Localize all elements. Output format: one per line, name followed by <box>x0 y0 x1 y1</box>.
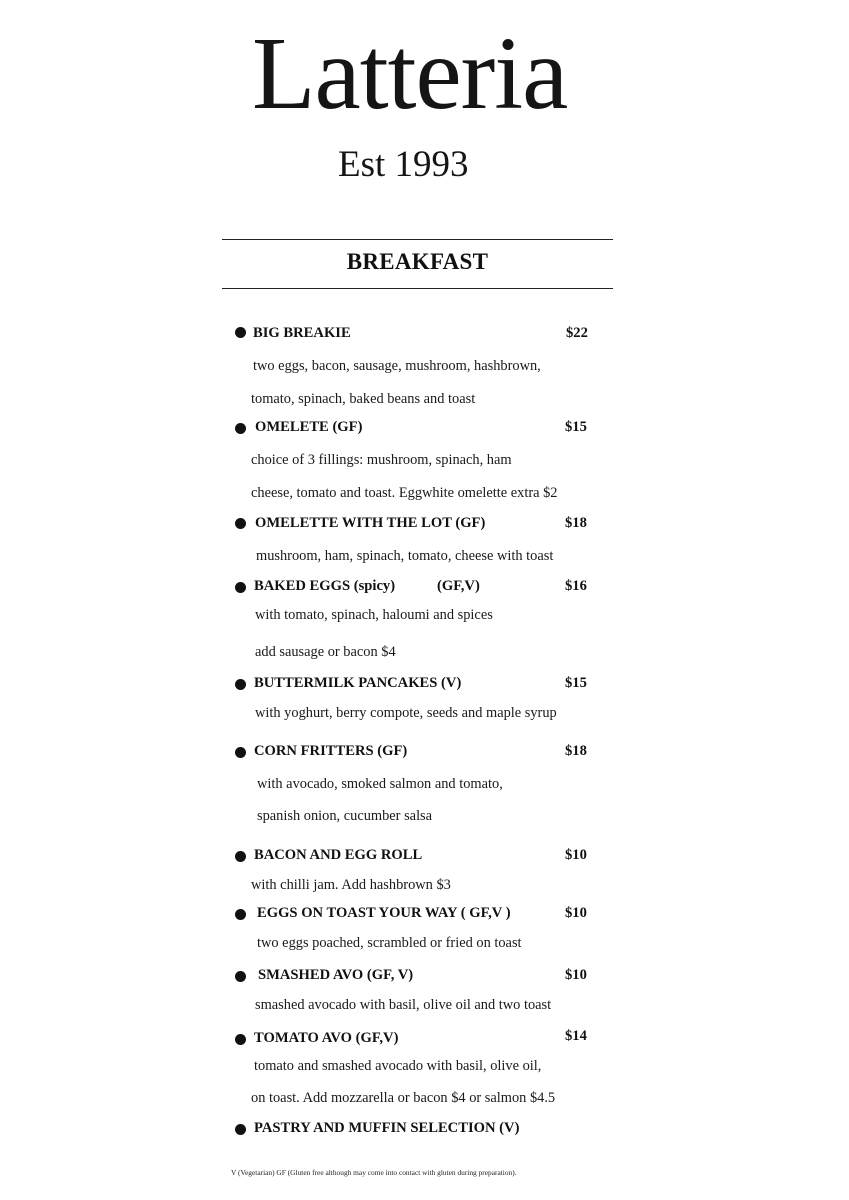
item-name: BACON AND EGG ROLL <box>254 847 423 863</box>
item-description: spanish onion, cucumber salsa <box>257 808 433 824</box>
item-name: OMELETE (GF) <box>255 419 363 435</box>
item-price: $10 <box>565 847 587 863</box>
item-name: TOMATO AVO (GF,V) <box>254 1030 399 1046</box>
item-name: SMASHED AVO (GF, V) <box>258 967 414 983</box>
item-description: add sausage or bacon $4 <box>255 644 396 660</box>
bullet-icon <box>235 1034 246 1045</box>
item-name: BAKED EGGS (spicy) <box>254 578 396 594</box>
item-description: choice of 3 fillings: mushroom, spinach, ham <box>251 452 512 468</box>
item-name: CORN FRITTERS (GF) <box>254 743 408 759</box>
bullet-icon <box>235 851 246 862</box>
bullet-icon <box>235 971 246 982</box>
item-description: mushroom, ham, spinach, tomato, cheese with toast <box>256 548 554 564</box>
item-description: with yoghurt, berry compote, seeds and maple syrup <box>255 705 557 721</box>
bullet-icon <box>235 747 246 758</box>
bullet-icon <box>235 582 246 593</box>
item-price: $15 <box>565 419 587 435</box>
item-name: OMELETTE WITH THE LOT (GF) <box>255 515 486 531</box>
item-description: with chilli jam. Add hashbrown $3 <box>251 877 451 893</box>
item-price: $10 <box>565 905 587 921</box>
item-name: EGGS ON TOAST YOUR WAY ( GF,V ) <box>257 905 511 921</box>
bullet-icon <box>235 423 246 434</box>
item-description: tomato, spinach, baked beans and toast <box>251 391 476 407</box>
item-price: $10 <box>565 967 587 983</box>
item-price: $18 <box>565 515 587 531</box>
bullet-icon <box>235 518 246 529</box>
item-price: $14 <box>565 1028 587 1044</box>
item-description: two eggs poached, scrambled or fried on toast <box>257 935 522 951</box>
bullet-icon <box>235 909 246 920</box>
item-name: BUTTERMILK PANCAKES (V) <box>254 675 462 691</box>
item-price: $16 <box>565 578 587 594</box>
section-title: BREAKFAST <box>346 249 489 274</box>
item-price: $18 <box>565 743 587 759</box>
item-description: two eggs, bacon, sausage, mushroom, hashbrown, <box>253 358 541 374</box>
restaurant-name: Latteria <box>252 16 568 131</box>
item-name: PASTRY AND MUFFIN SELECTION (V) <box>254 1120 520 1136</box>
bullet-icon <box>235 679 246 690</box>
item-price: $15 <box>565 675 587 691</box>
item-dietary-tag: (GF,V) <box>437 578 480 594</box>
item-description: tomato and smashed avocado with basil, olive oil, <box>254 1058 542 1074</box>
top-divider <box>222 239 613 240</box>
item-description: with tomato, spinach, haloumi and spices <box>255 607 493 623</box>
bullet-icon <box>235 327 246 338</box>
item-price: $22 <box>566 325 588 341</box>
bottom-divider <box>222 288 613 289</box>
established-year: Est 1993 <box>338 144 469 185</box>
dietary-footnote: V (Vegetarian) GF (Gluten free although may come into contact with gluten during preparation). <box>231 1168 517 1177</box>
item-description: smashed avocado with basil, olive oil and two toast <box>255 997 552 1013</box>
item-description: cheese, tomato and toast. Eggwhite omelette extra $2 <box>251 485 558 501</box>
item-description: with avocado, smoked salmon and tomato, <box>257 776 503 792</box>
item-description: on toast. Add mozzarella or bacon $4 or salmon $4.5 <box>251 1090 556 1106</box>
bullet-icon <box>235 1124 246 1135</box>
item-name: BIG BREAKIE <box>253 325 351 341</box>
